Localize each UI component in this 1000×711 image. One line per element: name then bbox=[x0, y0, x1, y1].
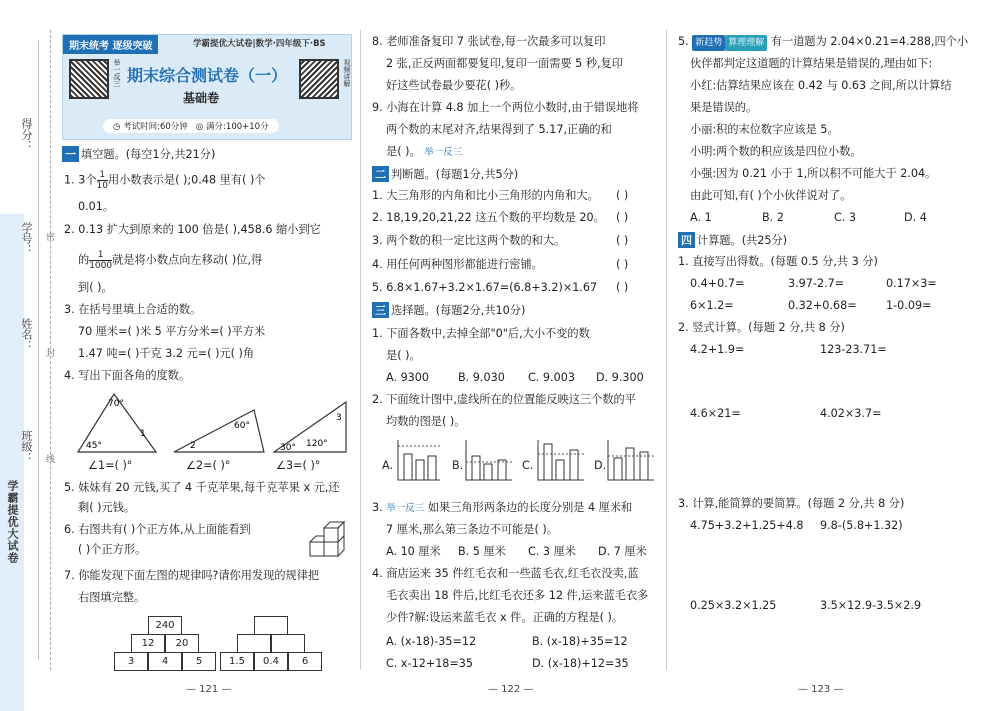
pyramid-cell: 3 bbox=[114, 652, 148, 671]
pyramid-cell-empty[interactable] bbox=[271, 634, 305, 653]
pyramid-cell: 0.4 bbox=[254, 652, 288, 671]
tf-answer[interactable]: ( ) bbox=[616, 234, 629, 247]
choice-3-cont: 7 厘米,那么第三条边不可能是( )。 bbox=[386, 523, 558, 536]
question-3: 3. 在括号里填上合适的数。 bbox=[64, 303, 202, 316]
choice-4: 4. 商店运来 35 件红毛衣和一些蓝毛衣,红毛衣没卖,蓝 bbox=[372, 567, 639, 580]
question-5-cont: 剩( )元钱。 bbox=[78, 501, 136, 514]
seal-char: 线 bbox=[46, 455, 56, 465]
angle-answer-1: ∠1=( )° bbox=[88, 459, 133, 472]
choice-option[interactable]: C. x-12+18=35 bbox=[386, 657, 474, 670]
calc-item: 0.25×3.2×1.25 bbox=[690, 599, 777, 612]
choice-4-end: 少件?解:设运来蓝毛衣 x 件。正确的方程是( )。 bbox=[386, 611, 624, 624]
section-number: 一 bbox=[62, 146, 79, 162]
angle-label: 70° bbox=[108, 399, 124, 409]
calc-item: 4.2+1.9= bbox=[690, 343, 745, 356]
angle-label: 2 bbox=[190, 441, 196, 451]
calc-item: 3.97-2.7= bbox=[788, 277, 845, 290]
question-4: 4. 写出下面各角的度数。 bbox=[64, 369, 191, 382]
section-title: 填空题。(每空1分,共21分) bbox=[81, 148, 216, 161]
seal-char: 密 bbox=[46, 233, 56, 243]
choice-5-line: 果是错误的。 bbox=[690, 101, 758, 114]
calc-item: 6×1.2= bbox=[690, 299, 734, 312]
pyramid-cell: 20 bbox=[165, 634, 199, 653]
calc-item: 4.6×21= bbox=[690, 407, 741, 420]
info-line bbox=[38, 40, 39, 660]
calc-item: 1-0.09= bbox=[886, 299, 932, 312]
section-number: 三 bbox=[372, 302, 389, 318]
choice-option[interactable]: A. 9300 bbox=[386, 371, 430, 384]
calc-item: 0.4+0.7= bbox=[690, 277, 745, 290]
section-number: 四 bbox=[678, 232, 695, 248]
pyramid-cell: 4 bbox=[148, 652, 182, 671]
section-calculation bbox=[678, 232, 787, 248]
question-2: 2. 0.13 扩大到原来的 100 倍是( ),458.6 缩小到它 bbox=[64, 223, 321, 236]
name-label: 姓名： bbox=[20, 318, 33, 351]
choice-5-line: 由此可知,有( )个小伙伴说对了。 bbox=[690, 189, 852, 202]
pyramid-cell: 5 bbox=[182, 652, 216, 671]
seal-char: 封 bbox=[46, 349, 56, 359]
column-divider bbox=[666, 30, 667, 670]
score-label: 得分： bbox=[20, 118, 33, 151]
qr-code-left bbox=[69, 59, 109, 99]
section-title: 判断题。(每题1分,共5分) bbox=[391, 168, 519, 181]
pyramid-cell-empty[interactable] bbox=[237, 634, 271, 653]
choice-option[interactable]: C. 9.003 bbox=[528, 371, 575, 384]
choice-option[interactable]: B. 5 厘米 bbox=[458, 545, 506, 558]
choice-option[interactable]: D. (x-18)+12=35 bbox=[532, 657, 629, 670]
question-9-cont: 两个数的末尾对齐,结果得到了 5.17,正确的和 bbox=[386, 123, 612, 136]
section-number: 二 bbox=[372, 166, 389, 182]
choice-4-cont: 毛衣卖出 18 件后,比红毛衣还多 12 件,运来蓝毛衣多 bbox=[386, 589, 649, 602]
qr-left-label: 举一反三 bbox=[113, 59, 121, 87]
score-icon: ◎ bbox=[195, 122, 204, 132]
calc-item: 123-23.71= bbox=[820, 343, 887, 356]
practice-tag: 举一反三 bbox=[386, 503, 425, 514]
practice-tag: 举一反三 bbox=[424, 147, 463, 158]
tf-item: 2. 18,19,20,21,22 这五个数的平均数是 20。 bbox=[372, 211, 605, 224]
tf-answer[interactable]: ( ) bbox=[616, 281, 629, 294]
question-3-row: 70 厘米=( )米 5 平方分米=( )平方米 bbox=[78, 325, 266, 338]
exam-info bbox=[103, 119, 279, 133]
cube-figure bbox=[308, 520, 352, 560]
calc-item: 3.5×12.9-3.5×2.9 bbox=[820, 599, 922, 612]
choice-option[interactable]: D. bbox=[594, 459, 607, 472]
exam-score: 满分:100+10分 bbox=[206, 122, 269, 132]
test-title: 期末综合测试卷（一） bbox=[127, 66, 288, 85]
bar-graph-d bbox=[606, 440, 656, 482]
choice-2-cont: 均数的图是( )。 bbox=[386, 415, 466, 428]
question-5: 5. 妹妹有 20 元钱,买了 4 千克苹果,每千克苹果 x 元,还 bbox=[64, 481, 340, 494]
question-1-cont: 0.01。 bbox=[78, 200, 115, 213]
calc-2: 2. 竖式计算。(每题 2 分,共 8 分) bbox=[678, 321, 845, 334]
question-1: 1. 3个 $\frac{1}{10}$ 用小数表示是( );0.48 里有( )个 bbox=[64, 170, 266, 191]
angle-label: 60° bbox=[234, 421, 250, 431]
choice-option[interactable]: D. 7 厘米 bbox=[598, 545, 647, 558]
calc-item: 4.02×3.7= bbox=[820, 407, 882, 420]
section-choice bbox=[372, 302, 525, 318]
calc-item: 0.17×3= bbox=[886, 277, 937, 290]
choice-1: 1. 下面各数中,去掉全部"0"后,大小不变的数 bbox=[372, 327, 590, 340]
choice-2: 2. 下面统计图中,虚线所在的位置能反映这三个数的平 bbox=[372, 393, 636, 406]
choice-option[interactable]: D. 9.300 bbox=[596, 371, 644, 384]
class-label: 班级： bbox=[20, 430, 33, 463]
question-2-end: 到( )。 bbox=[78, 281, 113, 294]
angle-figures bbox=[74, 390, 356, 454]
pyramid-cell: 240 bbox=[148, 616, 182, 635]
header-badge: 期末统考 逐级突破 bbox=[63, 35, 158, 54]
choice-option[interactable]: A. (x-18)-35=12 bbox=[386, 635, 477, 648]
column-divider bbox=[360, 30, 361, 670]
pyramid-cell: 12 bbox=[131, 634, 165, 653]
tf-item: 5. 6.8×1.67+3.2×1.67=(6.8+3.2)×1.67 bbox=[372, 281, 598, 294]
page-number: — 122 — bbox=[488, 684, 534, 695]
question-6: 6. 右图共有( )个正方体,从上面能看到 bbox=[64, 523, 251, 536]
section-true-false bbox=[372, 166, 518, 182]
choice-option[interactable]: A. 1 bbox=[690, 211, 712, 224]
question-9: 9. 小海在计算 4.8 加上一个两位小数时,由于错误地将 bbox=[372, 101, 639, 114]
question-8-cont: 2 张,正反两面都要复印,复印一面需要 5 秒,复印 bbox=[386, 57, 623, 70]
section-fill-blank bbox=[62, 146, 215, 162]
page-number: — 121 — bbox=[186, 684, 232, 695]
tf-answer[interactable]: ( ) bbox=[616, 258, 629, 271]
choice-option[interactable]: D. 4 bbox=[904, 211, 927, 224]
bar-graph-b bbox=[464, 440, 514, 482]
angle-label: 45° bbox=[86, 441, 102, 451]
tf-item: 4. 用任何两种图形都能进行密铺。 bbox=[372, 258, 543, 271]
choice-option[interactable]: C. 3 厘米 bbox=[528, 545, 576, 558]
series-label: 学霸提优大试卷|数学·四年级下·BS bbox=[193, 39, 326, 49]
test-header bbox=[62, 34, 352, 140]
section-title: 选择题。(每题2分,共10分) bbox=[391, 304, 526, 317]
angle-answer-2: ∠2=( )° bbox=[186, 459, 231, 472]
choice-option[interactable]: A. 10 厘米 bbox=[386, 545, 441, 558]
choice-1-cont: 是( )。 bbox=[386, 349, 421, 362]
trend-badge: 新趋势 bbox=[692, 35, 725, 51]
angle-label: 120° bbox=[306, 439, 328, 449]
choice-option[interactable]: B. 9.030 bbox=[458, 371, 505, 384]
exam-time: 考试时间:60分钟 bbox=[123, 122, 188, 132]
choice-option[interactable]: B. bbox=[452, 459, 464, 472]
fraction: $\frac{1}{1000}$ bbox=[89, 250, 113, 271]
tf-answer[interactable]: ( ) bbox=[616, 189, 629, 202]
angle-label: 1 bbox=[140, 429, 146, 439]
id-label: 学号： bbox=[20, 222, 33, 255]
page-number: — 123 — bbox=[798, 684, 844, 695]
question-9-end: 是( )。 举一反三 bbox=[386, 145, 463, 158]
pyramid-cell-empty[interactable] bbox=[254, 616, 288, 635]
section-title: 计算题。(共25分) bbox=[697, 234, 788, 247]
choice-5-line: 小强:因为 0.21 小于 1,所以积不可能大于 2.04。 bbox=[690, 167, 937, 180]
qr-code-right bbox=[299, 59, 339, 99]
choice-option[interactable]: C. 3 bbox=[834, 211, 857, 224]
fraction: $\frac{1}{10}$ bbox=[96, 170, 108, 191]
bar-graph-c bbox=[536, 440, 586, 482]
clock-icon: ◷ bbox=[113, 122, 121, 132]
question-2-cont: 的 $\frac{1}{1000}$ 就是将小数点向左移动( )位,得 bbox=[78, 250, 263, 271]
choice-5-line: 小丽:积的末位数字应该是 5。 bbox=[690, 123, 839, 136]
choice-option[interactable]: B. (x-18)+35=12 bbox=[532, 635, 628, 648]
calc-item: 4.75+3.2+1.25+4.8 bbox=[690, 519, 804, 532]
calc-item: 0.32+0.68= bbox=[788, 299, 857, 312]
triangle-2 bbox=[174, 410, 264, 452]
angle-label: 3 bbox=[336, 413, 342, 423]
choice-3: 3. 举一反三 如果三角形两条边的长度分别是 4 厘米和 bbox=[372, 501, 633, 514]
calc-1: 1. 直接写出得数。(每题 0.5 分,共 3 分) bbox=[678, 255, 878, 268]
question-3-row: 1.47 吨=( )千克 3.2 元=( )元( )角 bbox=[78, 347, 255, 360]
choice-5-line: 小明:两个数的积应该是四位小数。 bbox=[690, 145, 862, 158]
angle-answer-3: ∠3=( )° bbox=[276, 459, 321, 472]
tf-item: 1. 大三角形的内角和比小三角形的内角和大。 bbox=[372, 189, 599, 202]
reasoning-badge: 算理理解 bbox=[725, 35, 767, 51]
qr-right-label: 视频讲解 bbox=[343, 59, 351, 87]
pyramid-cell: 1.5 bbox=[220, 652, 254, 671]
question-8: 8. 老师准备复印 7 张试卷,每一次最多可以复印 bbox=[372, 35, 606, 48]
calc-3: 3. 计算,能简算的要简算。(每题 2 分,共 8 分) bbox=[678, 497, 905, 510]
brand-strip bbox=[0, 0, 24, 711]
calc-item: 9.8-(5.8+1.32) bbox=[820, 519, 903, 532]
choice-5: 5. 新趋势 算理理解 有一道题为 2.04×0.21=4.288,四个小 bbox=[678, 34, 968, 51]
choice-option[interactable]: A. bbox=[382, 459, 394, 472]
test-subtitle: 基础卷 bbox=[183, 91, 220, 105]
choice-5-line: 小红:估算结果应该在 0.42 与 0.63 之间,所以计算结 bbox=[690, 79, 952, 92]
tf-answer[interactable]: ( ) bbox=[616, 211, 629, 224]
question-6-cont: ( )个正方形。 bbox=[78, 543, 147, 556]
pyramid-cell: 6 bbox=[288, 652, 322, 671]
choice-5-line: 伙伴都判定这道题的计算结果是错误的,理由如下: bbox=[690, 57, 933, 70]
brand-vertical-title: 学霸提优大试卷 bbox=[6, 480, 19, 564]
question-8-end: 好这些试卷最少要花( )秒。 bbox=[386, 79, 522, 92]
choice-option[interactable]: C. bbox=[522, 459, 534, 472]
question-7: 7. 你能发现下面左图的规律吗?请你用发现的规律把 bbox=[64, 569, 320, 582]
bar-graph-a bbox=[396, 440, 442, 482]
angle-label: 30° bbox=[280, 443, 296, 453]
question-7-cont: 右图填完整。 bbox=[78, 591, 146, 604]
choice-option[interactable]: B. 2 bbox=[762, 211, 784, 224]
tf-item: 3. 两个数的积一定比这两个数的和大。 bbox=[372, 234, 566, 247]
